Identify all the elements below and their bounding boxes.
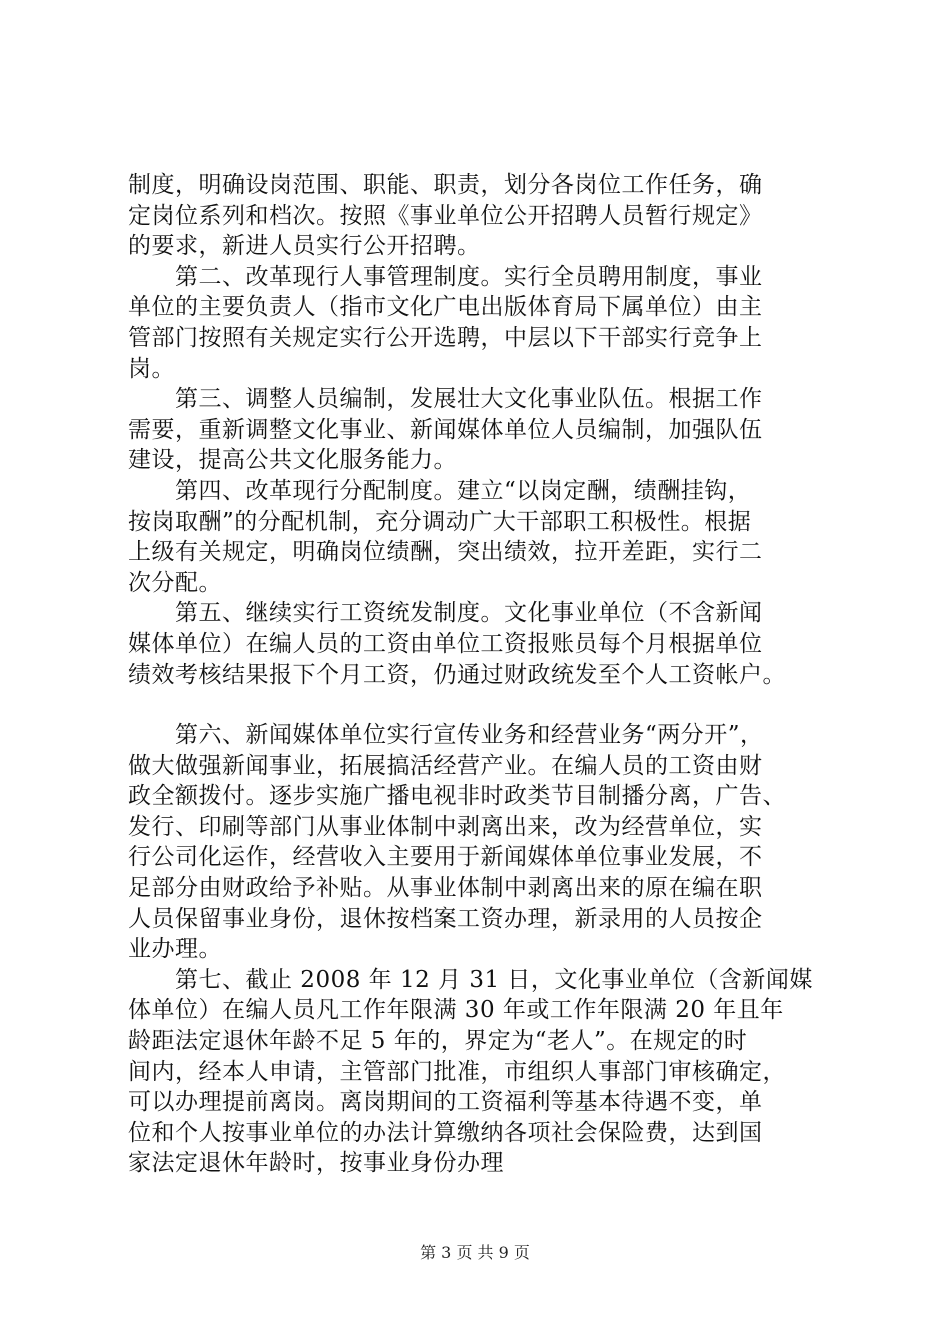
- text-line: 第二、改革现行人事管理制度。实行全员聘用制度，事业: [128, 263, 763, 290]
- text-line: 绩效考核结果报下个月工资，仍通过财政统发至个人工资帐户。: [128, 661, 786, 688]
- text-line: 人员保留事业身份，退休按档案工资办理，新录用的人员按企: [128, 905, 763, 932]
- text-line: 政全额拨付。逐步实施广播电视非时政类节目制播分离，广告、: [128, 783, 786, 810]
- text-line: 位和个人按事业单位的办法计算缴纳各项社会保险费，达到国: [128, 1119, 763, 1146]
- text-line: 行公司化运作，经营收入主要用于新闻媒体单位事业发展，不: [128, 844, 763, 871]
- text-line: 岗。: [128, 355, 175, 382]
- text-line: 的要求，新进人员实行公开招聘。: [128, 233, 481, 260]
- text-line: 可以办理提前离岗。离岗期间的工资福利等基本待遇不变，单: [128, 1089, 763, 1116]
- text-line: 第三、调整人员编制，发展壮大文化事业队伍。根据工作: [128, 386, 763, 413]
- text-line: 足部分由财政给予补贴。从事业体制中剥离出来的原在编在职: [128, 875, 763, 902]
- text-line: 家法定退休年龄时，按事业身份办理: [128, 1150, 504, 1177]
- text-line: 第五、继续实行工资统发制度。文化事业单位（不含新闻: [128, 600, 763, 627]
- paragraph-gap: [128, 690, 848, 720]
- text-line: 发行、印刷等部门从事业体制中剥离出来，改为经营单位，实: [128, 813, 763, 840]
- text-line: 第七、截止 2008 年 12 月 31 日，文化事业单位（含新闻媒: [128, 966, 813, 993]
- text-line: 间内，经本人申请，主管部门批准，市组织人事部门审核确定，: [128, 1058, 786, 1085]
- text-line: 做大做强新闻事业，拓展搞活经营产业。在编人员的工资由财: [128, 752, 763, 779]
- text-line: 体单位）在编人员凡工作年限满 30 年或工作年限满 20 年且年: [128, 997, 784, 1024]
- text-line: 上级有关规定，明确岗位绩酬，突出绩效，拉开差距，实行二: [128, 539, 763, 566]
- text-line: 制度，明确设岗范围、职能、职责，划分各岗位工作任务，确: [128, 172, 763, 198]
- text-line: 按岗取酬”的分配机制，充分调动广大干部职工积极性。根据: [128, 508, 752, 535]
- text-line: 龄距法定退休年龄不足 5 年的，界定为“老人”。在规定的时: [128, 1028, 748, 1055]
- page-footer: 第 3 页 共 9 页: [420, 1243, 530, 1262]
- document-body: [128, 170, 848, 1179]
- text-line: 媒体单位）在编人员的工资由单位工资报账员每个月根据单位: [128, 630, 763, 657]
- text-line: 第六、新闻媒体单位实行宣传业务和经营业务“两分开”，: [128, 722, 764, 749]
- text-line: 次分配。: [128, 569, 222, 596]
- text-line: 建设，提高公共文化服务能力。: [128, 447, 457, 474]
- text-line: 第四、改革现行分配制度。建立“以岗定酬，绩酬挂钩，: [128, 477, 752, 504]
- text-line: 单位的主要负责人（指市文化广电出版体育局下属单位）由主: [128, 294, 763, 321]
- text-line: 定岗位系列和档次。按照《事业单位公开招聘人员暂行规定》: [128, 202, 763, 229]
- text-line: 业办理。: [128, 936, 222, 963]
- text-line: 需要，重新调整文化事业、新闻媒体单位人员编制，加强队伍: [128, 416, 763, 443]
- text-line: 管部门按照有关规定实行公开选聘，中层以下干部实行竞争上: [128, 324, 763, 351]
